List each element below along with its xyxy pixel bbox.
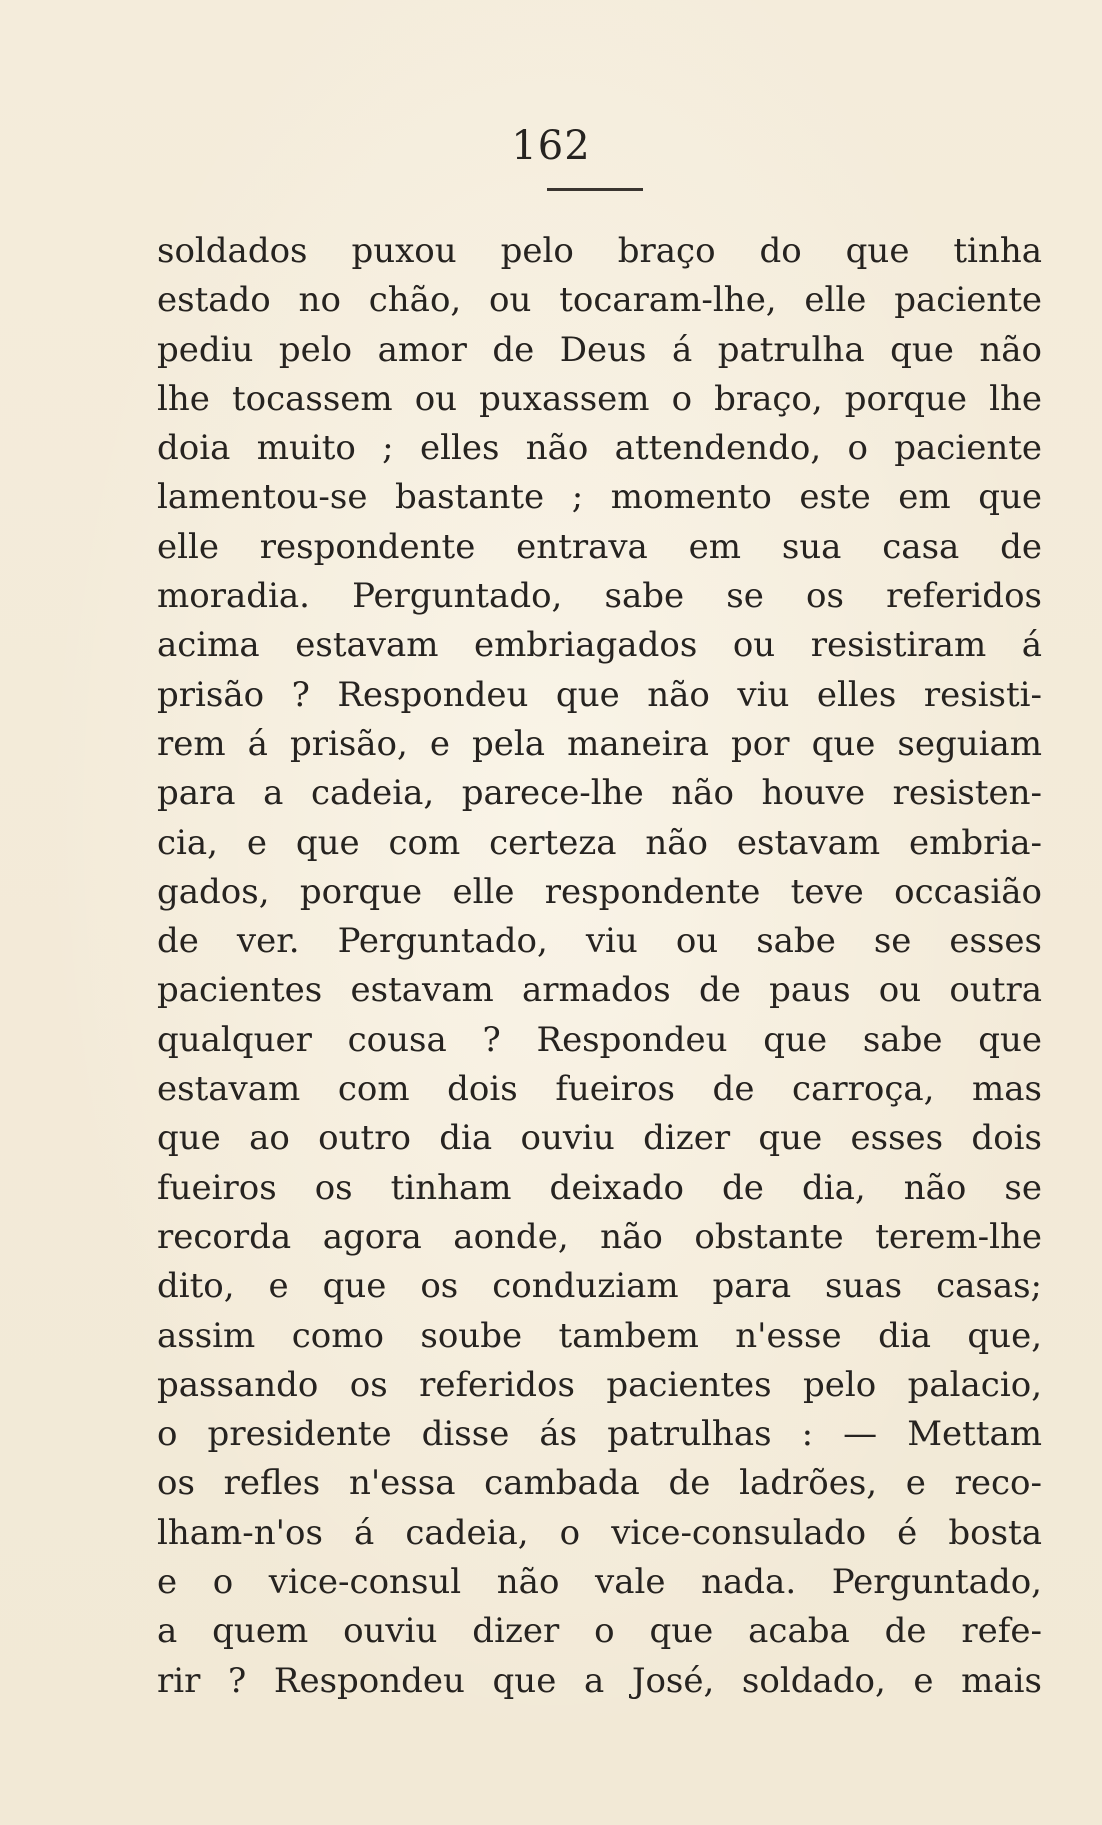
page-number: 162 [511,123,591,169]
text-line: e o vice-consul não vale nada. Perguntado, [157,1562,1042,1603]
text-line: os refles n'essa cambada de ladrões, e reco- [157,1463,1042,1504]
text-line: elle respondente entrava em sua casa de [157,526,1042,567]
text-line: recorda agora aonde, não obstante terem-lhe [157,1216,1042,1257]
text-line: lhe tocassem ou puxassem o braço, porque lhe [157,378,1042,419]
text-line: lham-n'os á cadeia, o vice-consulado é bosta [157,1512,1042,1553]
text-line: soldados puxou pelo braço do que tinha [157,231,1042,271]
text-line: para a cadeia, parece-lhe não houve resisten- [157,773,1042,814]
text-line: lamentou-se bastante ; momento este em que [157,477,1042,518]
text-line: doia muito ; elles não attendendo, o paciente [157,428,1042,469]
text-line: pacientes estavam armados de paus ou outra [157,970,1042,1011]
text-line: pediu pelo amor de Deus á patrulha que não [157,329,1042,370]
text-line: rem á prisão, e pela maneira por que seguiam [157,723,1042,764]
text-line: qualquer cousa ? Respondeu que sabe que [157,1019,1042,1060]
text-line: assim como soube tambem n'esse dia que, [157,1315,1042,1356]
text-line: estado no chão, ou tocaram-lhe, elle paciente [157,280,1042,321]
body-text [157,227,1042,1706]
text-line: prisão ? Respondeu que não viu elles resisti- [157,674,1042,715]
text-line: que ao outro dia ouviu dizer que esses dois [157,1118,1042,1159]
text-line: moradia. Perguntado, sabe se os referidos [157,576,1042,617]
text-line: gados, porque elle respondente teve occasião [157,871,1042,912]
text-line: fueiros os tinham deixado de dia, não se [157,1167,1042,1208]
text-line: dito, e que os conduziam para suas casas; [157,1266,1042,1307]
header-rule [547,188,643,191]
text-line: de ver. Perguntado, viu ou sabe se esses [157,921,1042,962]
text-line: acima estavam embriagados ou resistiram á [157,625,1042,666]
text-line: estavam com dois fueiros de carroça, mas [157,1069,1042,1110]
text-line: cia, e que com certeza não estavam embria- [157,822,1042,863]
text-line: passando os referidos pacientes pelo palacio, [157,1364,1042,1405]
text-line: o presidente disse ás patrulhas : — Mettam [157,1414,1042,1455]
text-line: rir ? Respondeu que a José, soldado, e mais [157,1660,1042,1701]
text-line: a quem ouviu dizer o que acaba de refe- [157,1611,1042,1652]
